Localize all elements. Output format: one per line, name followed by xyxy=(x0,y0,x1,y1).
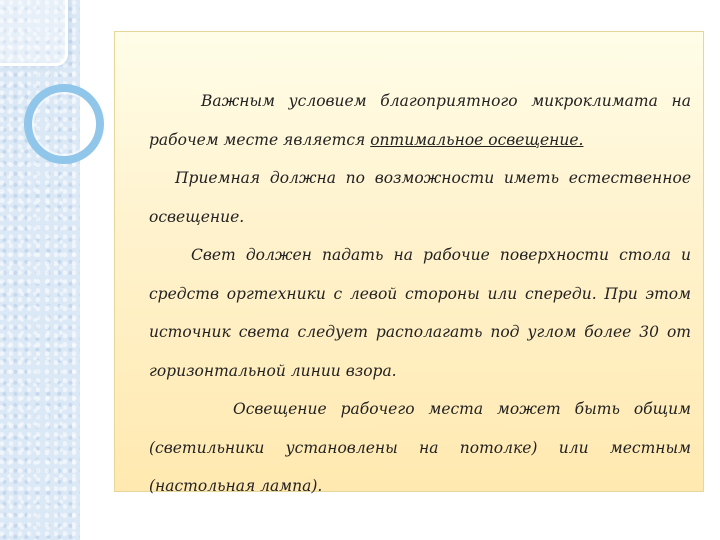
decorative-ring xyxy=(24,84,104,164)
optimal-lighting-underlined: оптимальное освещение. xyxy=(370,130,584,149)
text-panel xyxy=(114,31,704,495)
paragraph-natural-lighting: Приемная должна по возможности иметь естественное освещение. xyxy=(149,169,691,226)
decorative-left-strip xyxy=(0,0,80,540)
paragraph-light-direction: Свет должен падать на рабочие поверхности стола и средств оргтехники с левой стороны или спереди. При этом источник света следует располагать под углом более 30 от горизонтальной линии взора. xyxy=(149,246,691,380)
paragraph-lighting-types: Освещение рабочего места может быть общим (светильники установлены на потолке) или местным (настольная лампа). xyxy=(149,400,691,495)
paragraph-lighting-condition xyxy=(149,82,691,159)
paragraph-lighting-condition-text: Важным условием благоприятного микроклимата на рабочем месте является xyxy=(149,92,691,149)
decorative-square xyxy=(0,0,68,66)
